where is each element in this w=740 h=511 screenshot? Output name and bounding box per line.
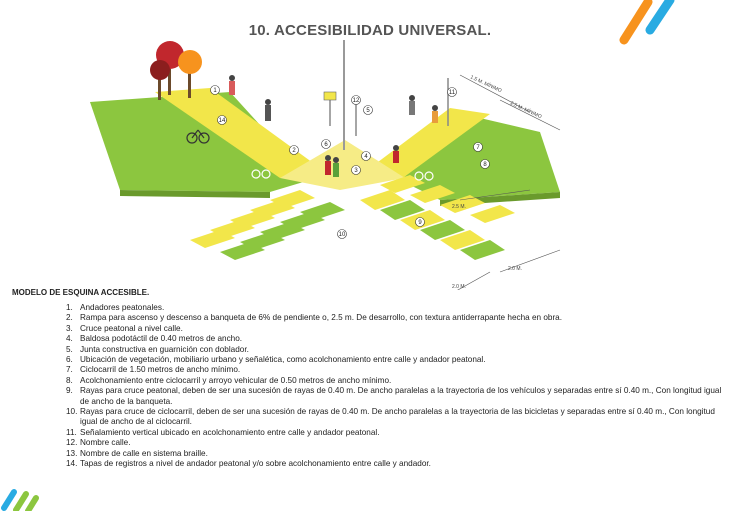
list-item: 1. Andadores peatonales.	[66, 303, 165, 312]
section-heading: MODELO DE ESQUINA ACCESIBLE.	[12, 288, 150, 297]
list-item: 7. Ciclocarril de 1.50 metros de ancho mínimo.	[66, 365, 241, 375]
left-crosswalk	[190, 190, 345, 260]
svg-text:3: 3	[354, 168, 358, 174]
list-item: 11. Señalamiento vertical ubicado en acolchonamiento entre calle y andador peatonal.	[66, 427, 380, 437]
dim-label-1: 1.5 M. MÍNIMO	[469, 74, 503, 95]
page-title: 10. ACCESIBILIDAD UNIVERSAL.	[248, 22, 492, 39]
svg-text:6: 6	[324, 142, 328, 148]
dim-label-2: 2.5 M. MÍNIMO	[509, 100, 543, 121]
svg-text:12: 12	[352, 98, 360, 104]
list-item: 6. Ubicación de vegetación, mobiliario urbano y señalética, como acolchonamiento entre calle y andador peatonal.	[66, 355, 486, 365]
svg-text:11: 11	[448, 90, 456, 96]
list-item: 3. Cruce peatonal a nivel calle.	[66, 323, 183, 333]
svg-text:1: 1	[213, 88, 217, 94]
list-item: 4. Baldosa podotáctil de 0.40 metros de ancho.	[66, 334, 243, 344]
street-sign-plate	[324, 92, 336, 100]
list-item: 9. Rayas para cruce peatonal, deben de ser una sucesión de rayas de 0.40 m. De ancho paralelas a la trayectoria de los vehículos y separadas entre sí 0.40 m., Con longitud igual de ancho de la banqueta.	[66, 386, 722, 406]
svg-text:10: 10	[338, 232, 346, 238]
svg-text:9: 9	[418, 220, 422, 226]
svg-text:5: 5	[366, 108, 370, 114]
dim-label-4: 2.0 M.	[508, 266, 522, 272]
dim-label-5: 2.0 M.	[452, 284, 466, 290]
bottom-stripes-decoration	[0, 478, 50, 511]
svg-text:14: 14	[218, 118, 226, 124]
list-item: 12. Nombre calle.	[66, 438, 131, 448]
dim-label-3: 2.5 M.	[452, 204, 466, 210]
legend-list	[66, 303, 726, 470]
svg-text:8: 8	[483, 162, 487, 168]
list-item: 13. Nombre de calle en sistema braille.	[66, 448, 208, 458]
svg-text:4: 4	[364, 154, 368, 160]
list-item: 10. Rayas para cruce de ciclocarril, deben de ser una sucesión de rayas de 0.40 m. De ancho paralelas a la trayectoria de las bicicletas y separadas entre sí 0.40 m., Con longitud igual de ancho de al ciclocarril.	[66, 407, 715, 427]
list-item: 14. Tapas de registros a nivel de andador peatonal y/o sobre acolchonamiento entre calle y andador.	[66, 459, 431, 469]
list-item: 2. Rampa para ascenso y descenso a banqueta de 6% de pendiente o, 2.5 m. De desarrollo, con textura antiderrapante hecha en obra.	[66, 313, 563, 323]
list-item: 8. Acolchonamiento entre ciclocarril y arroyo vehicular de 0.50 metros de ancho mínimo.	[66, 375, 392, 385]
svg-text:7: 7	[476, 145, 480, 151]
accessible-corner-illustration	[60, 40, 620, 290]
svg-text:2: 2	[292, 148, 296, 154]
list-item: 5. Junta constructiva en guarnición con doblador.	[66, 344, 249, 354]
